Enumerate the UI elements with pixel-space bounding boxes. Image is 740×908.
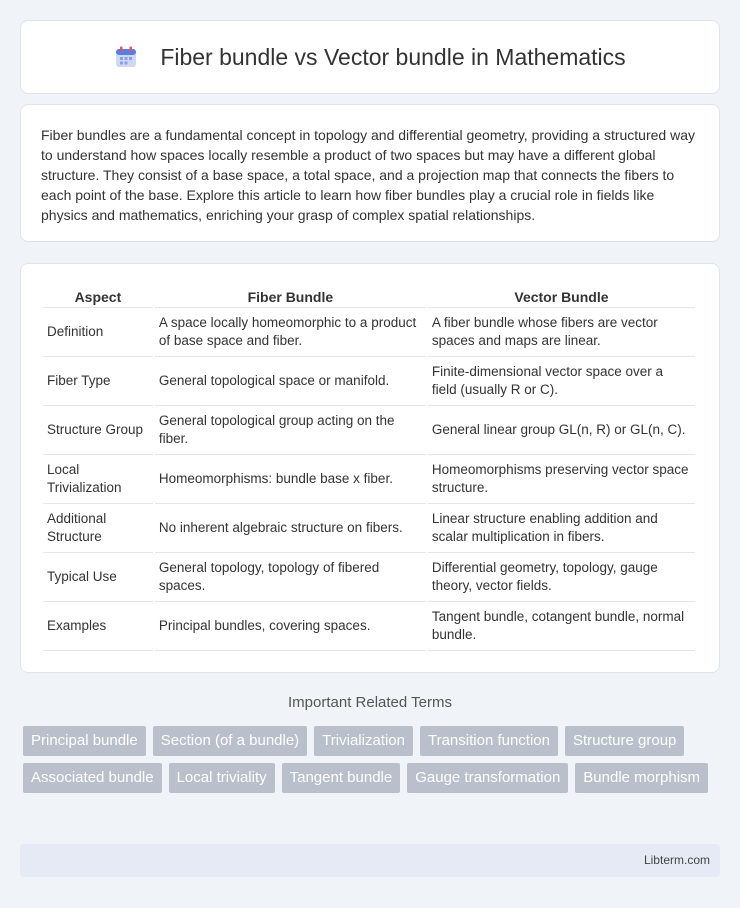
tag-tangent-bundle[interactable]: Tangent bundle	[282, 763, 401, 793]
row-vector: A fiber bundle whose fibers are vector spaces and maps are linear.	[428, 308, 695, 357]
table-row	[43, 357, 695, 406]
row-fiber: Homeomorphisms: bundle base x fiber.	[155, 455, 426, 504]
row-aspect: Typical Use	[43, 553, 153, 602]
row-vector: Finite-dimensional vector space over a field (usually R or C).	[428, 357, 695, 406]
related-terms-list	[23, 726, 723, 793]
tag-principal-bundle[interactable]: Principal bundle	[23, 726, 146, 756]
row-aspect: Fiber Type	[43, 357, 153, 406]
row-aspect: Examples	[43, 602, 153, 651]
row-vector: Linear structure enabling addition and scalar multiplication in fibers.	[428, 504, 695, 553]
intro-card	[20, 104, 720, 242]
row-fiber: General topology, topology of fibered spaces.	[155, 553, 426, 602]
row-fiber: A space locally homeomorphic to a product of base space and fiber.	[155, 308, 426, 357]
comparison-table	[41, 286, 697, 651]
header-fiber-bundle: Fiber Bundle	[155, 286, 426, 308]
tag-bundle-morphism[interactable]: Bundle morphism	[575, 763, 708, 793]
table-row	[43, 602, 695, 651]
footer-brand[interactable]: Libterm.com	[643, 853, 710, 867]
row-aspect: Structure Group	[43, 406, 153, 455]
tag-associated-bundle[interactable]: Associated bundle	[23, 763, 162, 793]
row-fiber: No inherent algebraic structure on fibers.	[155, 504, 426, 553]
header-card	[20, 20, 720, 94]
intro-text: Fiber bundles are a fundamental concept in topology and differential geometry, providing a structured way to understand how spaces locally resemble a product of two spaces but may have a different global structure. They consist of a base space, a total space, and a projection map that connects the fibers to each point of the base. Explore this article to learn how fiber bundles play a crucial role in fields like physics and mathematics, enriching your grasp of complex spatial relationships.	[41, 127, 695, 223]
tag-gauge-transformation[interactable]: Gauge transformation	[407, 763, 568, 793]
row-aspect: Definition	[43, 308, 153, 357]
row-fiber: Principal bundles, covering spaces.	[155, 602, 426, 651]
header-aspect: Aspect	[43, 286, 153, 308]
related-terms-title: Important Related Terms	[288, 694, 452, 711]
page-title: Fiber bundle vs Vector bundle in Mathematics	[160, 43, 626, 70]
table-row	[43, 553, 695, 602]
tag-structure-group[interactable]: Structure group	[565, 726, 684, 756]
comparison-card	[20, 263, 720, 673]
header-vector-bundle: Vector Bundle	[428, 286, 695, 308]
tag-trivialization[interactable]: Trivialization	[314, 726, 413, 756]
tag-section[interactable]: Section (of a bundle)	[153, 726, 307, 756]
table-row	[43, 455, 695, 504]
table-row	[43, 504, 695, 553]
row-fiber: General topological space or manifold.	[155, 357, 426, 406]
row-vector: Homeomorphisms preserving vector space structure.	[428, 455, 695, 504]
row-fiber: General topological group acting on the fiber.	[155, 406, 426, 455]
tag-local-triviality[interactable]: Local triviality	[169, 763, 275, 793]
row-vector: General linear group GL(n, R) or GL(n, C).	[428, 406, 695, 455]
table-header-row	[43, 286, 695, 308]
footer	[20, 844, 720, 877]
row-aspect: Local Trivialization	[43, 455, 153, 504]
table-row	[43, 308, 695, 357]
row-vector: Tangent bundle, cotangent bundle, normal bundle.	[428, 602, 695, 651]
table-row	[43, 406, 695, 455]
tag-transition-function[interactable]: Transition function	[420, 726, 558, 756]
row-vector: Differential geometry, topology, gauge theory, vector fields.	[428, 553, 695, 602]
row-aspect: Additional Structure	[43, 504, 153, 553]
calendar-icon	[114, 45, 138, 69]
